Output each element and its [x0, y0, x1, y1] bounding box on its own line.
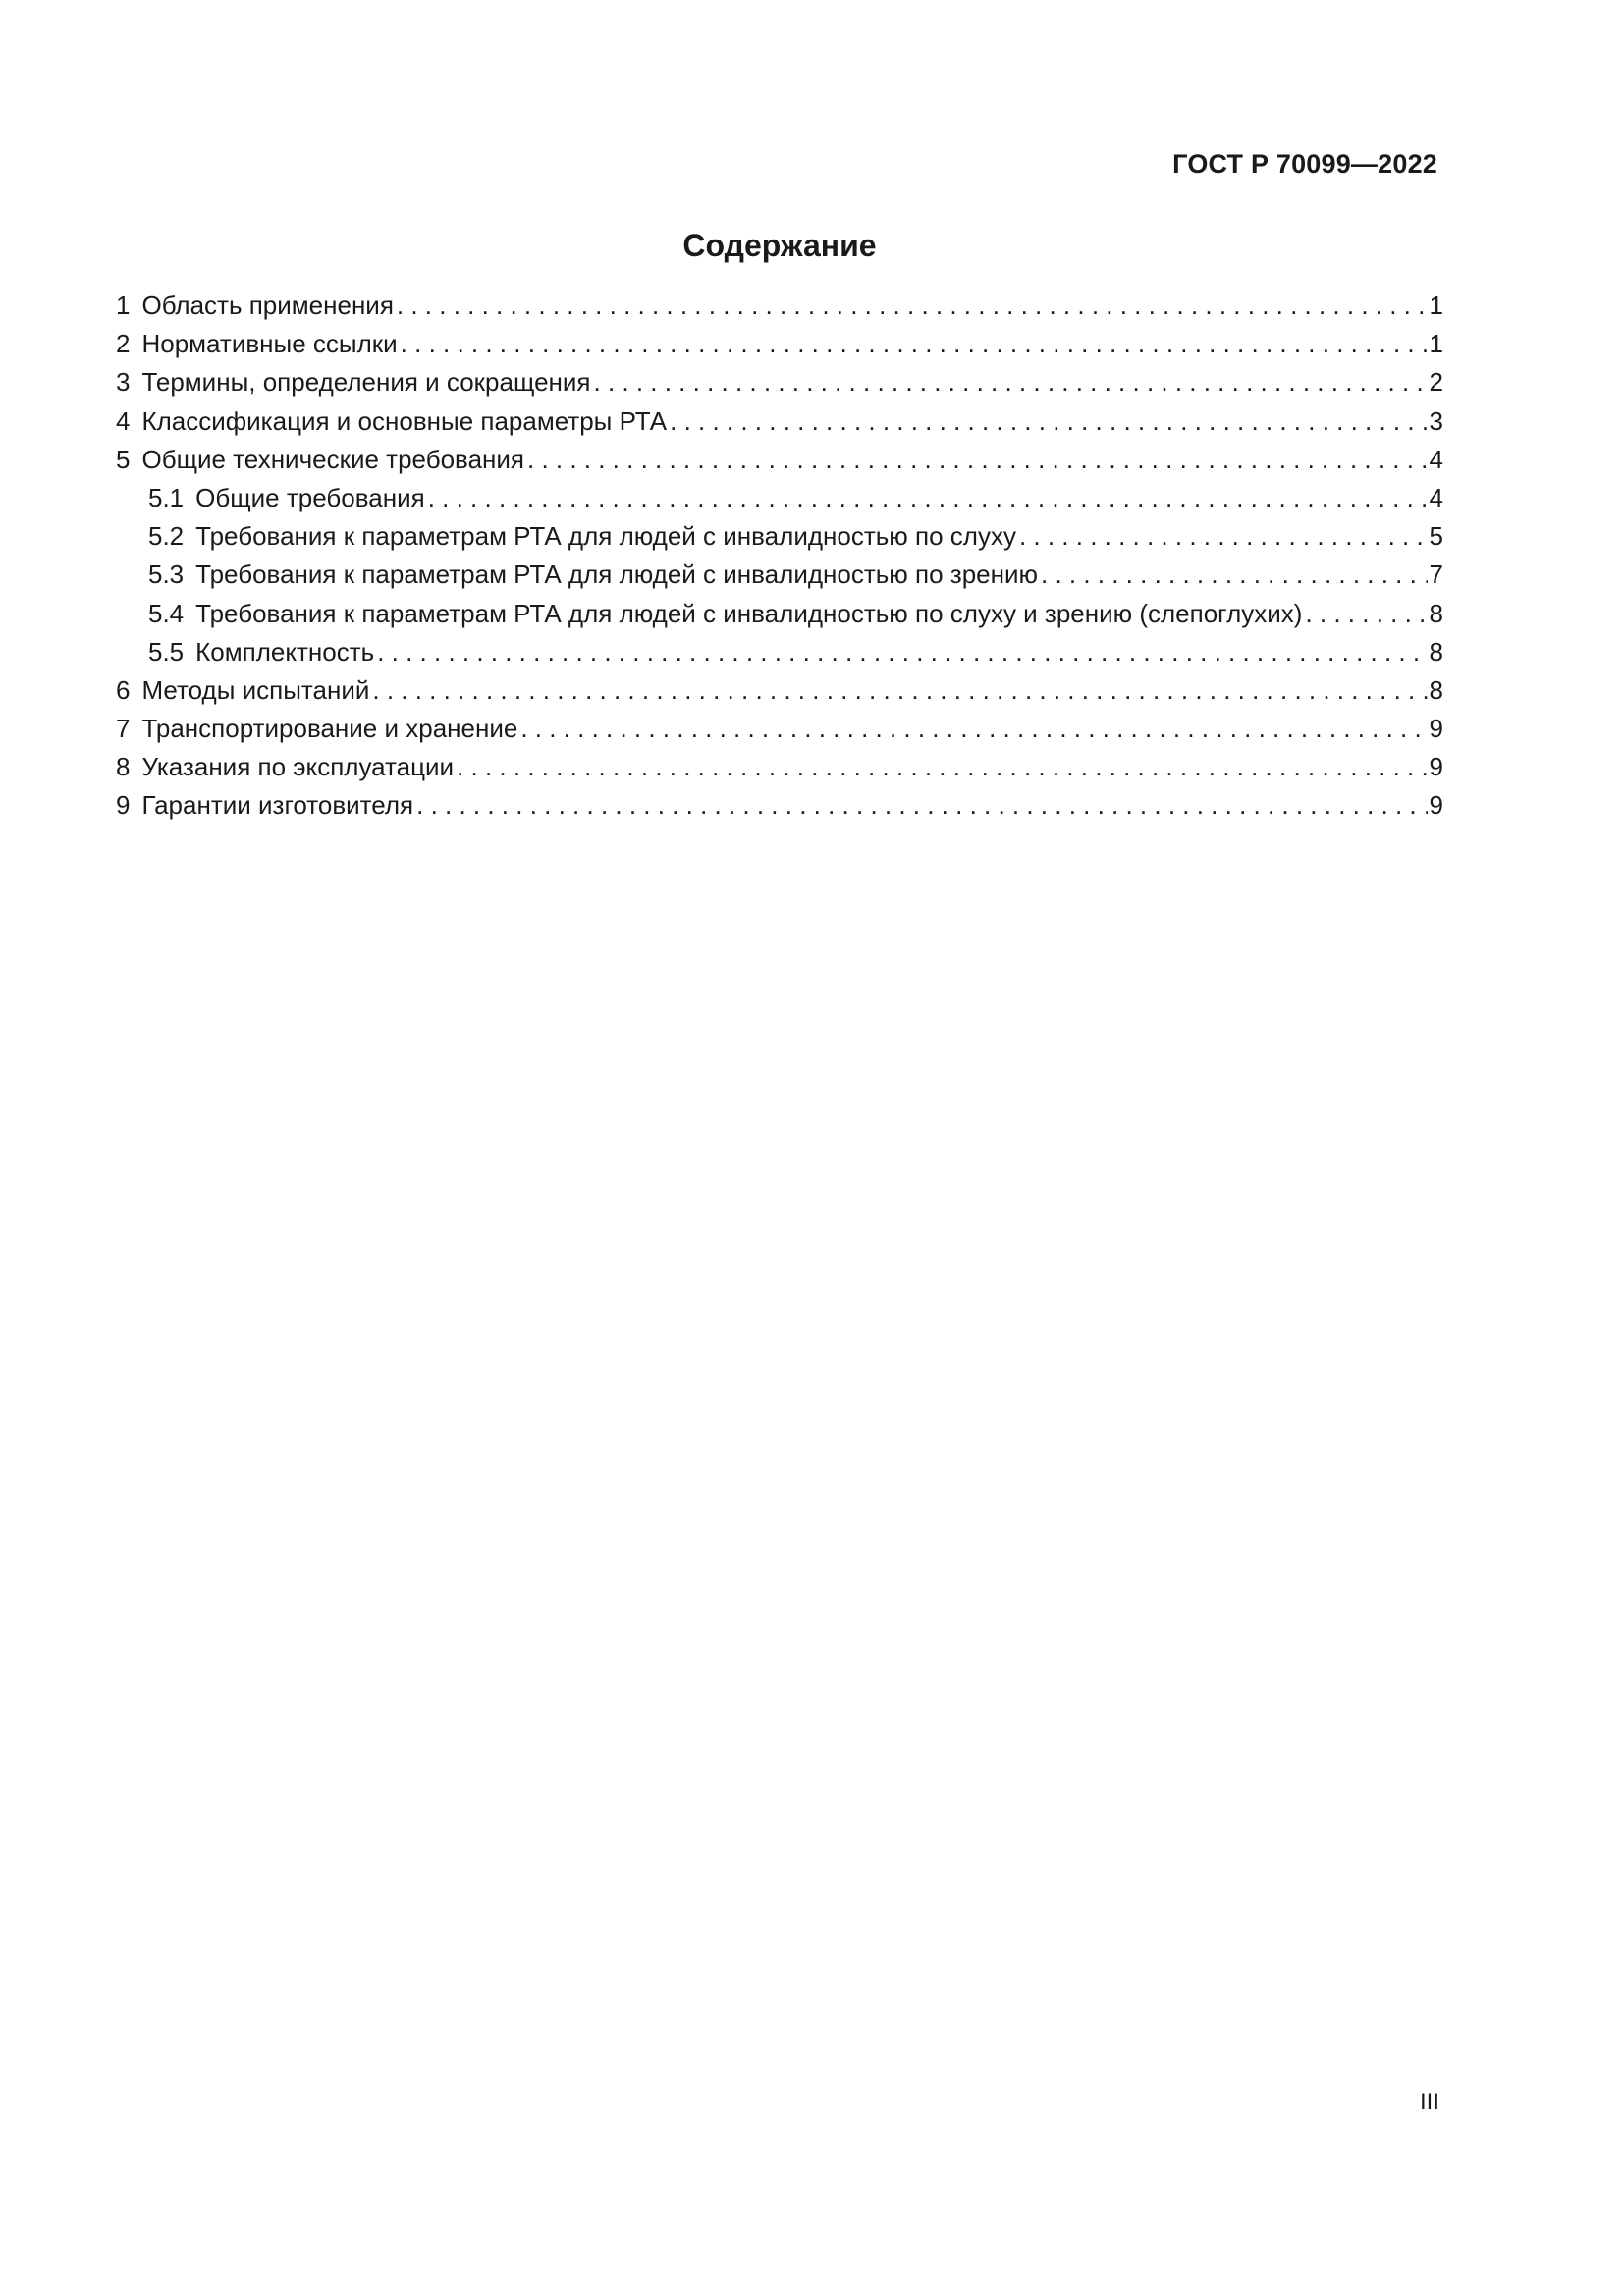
toc-entry[interactable] — [116, 675, 1443, 714]
toc-dot-leader — [454, 752, 1427, 782]
toc-dot-leader — [517, 714, 1427, 744]
toc-entry-number: 5.3 — [148, 560, 185, 590]
toc-entry-title: Общие технические требования — [141, 444, 524, 474]
toc-dot-leader — [425, 483, 1428, 513]
toc-entry[interactable] — [116, 790, 1443, 828]
toc-entry[interactable] — [116, 291, 1443, 329]
toc-entry-title: Указания по эксплуатации — [141, 752, 455, 782]
toc-entry-number: 5 — [116, 444, 131, 474]
toc-dot-leader — [374, 637, 1427, 667]
toc-entry-title: Область применения — [141, 291, 394, 320]
toc-entry-title: Методы испытаний — [141, 674, 370, 705]
toc-entry-number: 7 — [116, 714, 131, 744]
toc-entry-page: 9 — [1429, 790, 1443, 821]
toc-entry[interactable] — [116, 445, 1443, 483]
toc-subentry[interactable] — [116, 521, 1443, 560]
toc-entry-title: Общие требования — [195, 482, 425, 512]
toc-subentry[interactable] — [116, 483, 1443, 521]
toc-dot-leader — [1038, 560, 1428, 590]
toc-subentry[interactable] — [116, 599, 1443, 637]
toc-entry[interactable] — [116, 752, 1443, 790]
toc-entry-page: 2 — [1429, 367, 1443, 398]
toc-entry-number: 5.1 — [148, 482, 185, 512]
toc-entry[interactable] — [116, 367, 1443, 405]
toc-entry-number: 9 — [116, 790, 131, 821]
toc-dot-leader — [369, 675, 1427, 706]
toc-entry-title: Требования к параметрам РТА для людей с инвалидностью по зрению — [195, 560, 1038, 590]
toc-entry[interactable] — [116, 329, 1443, 367]
toc-entry-number: 5.2 — [148, 521, 185, 552]
toc-entry-page: 7 — [1429, 560, 1443, 590]
table-of-contents — [116, 291, 1443, 829]
toc-entry-number: 4 — [116, 405, 131, 436]
toc-entry-title: Гарантии изготовителя — [141, 790, 414, 821]
toc-dot-leader — [394, 291, 1428, 321]
toc-dot-leader — [524, 445, 1428, 475]
toc-dot-leader — [1016, 521, 1428, 552]
toc-entry-number: 3 — [116, 367, 131, 398]
toc-dot-leader — [667, 406, 1427, 437]
toc-title: Содержание — [682, 228, 877, 263]
toc-dot-leader — [413, 790, 1427, 821]
document-number: ГОСТ Р 70099—2022 — [1172, 149, 1437, 179]
toc-entry-page: 4 — [1429, 482, 1443, 512]
toc-entry-page: 5 — [1429, 521, 1443, 552]
toc-dot-leader — [591, 367, 1428, 398]
page-number: III — [1419, 2089, 1439, 2115]
toc-entry-number: 5.4 — [148, 598, 185, 628]
toc-entry-page: 9 — [1429, 752, 1443, 782]
toc-entry-number: 8 — [116, 752, 131, 782]
toc-entry-page: 9 — [1429, 714, 1443, 744]
toc-entry-title: Классификация и основные параметры РТА — [141, 405, 668, 436]
toc-entry-number: 6 — [116, 674, 131, 705]
toc-entry-page: 3 — [1429, 405, 1443, 436]
toc-entry-number: 2 — [116, 329, 131, 359]
toc-subentry[interactable] — [116, 637, 1443, 675]
toc-entry-page: 4 — [1429, 444, 1443, 474]
toc-entry-title: Комплектность — [195, 636, 375, 667]
toc-entry-page: 1 — [1429, 329, 1443, 359]
toc-entry-title: Требования к параметрам РТА для людей с инвалидностью по слуху и зрению (слепоглухих) — [195, 598, 1303, 628]
toc-entry-page: 8 — [1429, 598, 1443, 628]
toc-entry-title: Требования к параметрам РТА для людей с инвалидностью по слуху — [195, 521, 1016, 552]
toc-dot-leader — [1302, 599, 1427, 629]
toc-entry-page: 1 — [1429, 291, 1443, 320]
toc-entry[interactable] — [116, 406, 1443, 445]
toc-entry-title: Транспортирование и хранение — [141, 714, 518, 744]
toc-entry-page: 8 — [1429, 674, 1443, 705]
toc-dot-leader — [398, 329, 1428, 359]
toc-entry-number: 1 — [116, 291, 131, 320]
toc-entry[interactable] — [116, 714, 1443, 752]
toc-entry-number: 5.5 — [148, 636, 185, 667]
toc-entry-title: Нормативные ссылки — [141, 329, 398, 359]
toc-entry-page: 8 — [1429, 636, 1443, 667]
toc-entry-title: Термины, определения и сокращения — [141, 367, 591, 398]
toc-subentry[interactable] — [116, 560, 1443, 598]
